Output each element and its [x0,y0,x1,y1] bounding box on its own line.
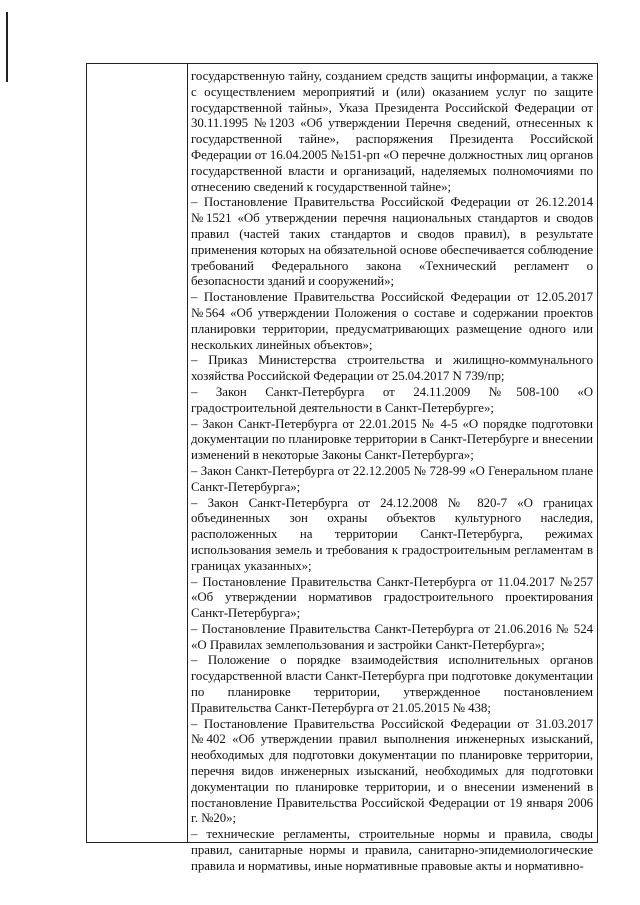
paragraph-law-4-5: – Закон Санкт-Петербурга от 22.01.2015 № 4-5 «О порядке подготовки документации по планировке территории в Санкт-Петербурге и внесении изменений в некоторые Законы Санкт-Петербурга»; [191,416,593,463]
document-table [86,63,598,873]
paragraph-decree-1521: – Постановление Правительства Российской Федерации от 26.12.2014 №1521 «Об утверждении перечня национальных стандартов и сводов правил (частей таких стандартов и сводов правил), в результате применения которых на обязательной основе обеспечивается соблюдение требований Федерального закона «Технический регламент о безопасности зданий и сооружений»; [191,195,593,289]
paragraph-law-820-7: – Закон Санкт-Петербурга от 24.12.2008 № 820-7 «О границах объединенных зон охраны объектов культурного наследия, расположенных на территории Санкт-Петербурга, режимах использования земель и требования к градостроительным регламентам в границах указанных»; [191,495,593,573]
paragraph-decree-564: – Постановление Правительства Российской Федерации от 12.05.2017 №564 «Об утверждении Положения о составе и содержании проектов планировки территории, предусматривающих размещение одного или нескольких линейных объектов»; [191,290,593,352]
paragraph-decree-402: – Постановление Правительства Российской Федерации от 31.03.2017 №402 «Об утверждении правил выполнения инженерных изысканий, необходимых для подготовки документации по планировке территории, перечня видов инженерных изысканий, необходимых для подготовки документации по планировке территории, и о внесении изменений в постановление Правительства Российской Федерации от 19 января 2006 г. №20»; [191,716,593,826]
paragraph-decree-524: – Постановление Правительства Санкт-Петербурга от 21.06.2016 № 524 «О Правилах землепользования и застройки Санкт-Петербурга»; [191,621,593,652]
paragraph-law-508-100: – Закон Санкт-Петербурга от 24.11.2009 №508-100 «О градостроительной деятельности в Санкт-Петербурге»; [191,384,593,415]
paragraph-law-728-99: – Закон Санкт-Петербурга от 22.12.2005 № 728-99 «О Генеральном плане Санкт-Петербурга»; [191,463,593,494]
paragraph-order-739: – Приказ Министерства строительства и жилищно-коммунального хозяйства Российской Федерации от 25.04.2017 N 739/пр; [191,353,593,384]
scan-margin-mark [6,12,8,82]
paragraph-decree-257: – Постановление Правительства Санкт-Петербурга от 11.04.2017 №257 «Об утверждении нормативов градостроительного проектирования Санкт-Петербурга»; [191,574,593,621]
paragraph-regulation-438: – Положение о порядке взаимодействия исполнительных органов государственной власти Санкт-Петербурга при подготовке документации по планировке территории, утвержденное постановлением Правительства Санкт-Петербурга от 21.05.2015 № 438; [191,653,593,715]
paragraph-state-secret-decrees: государственную тайну, созданием средств защиты информации, а также с осуществлением мероприятий и (или) оказанием услуг по защите государственной тайны», Указа Президента Российской Федерации от 30.11.1995 №1203 «Об утверждении Перечня сведений, отнесенных к государственной тайне», распоряжения Президента Российской Федерации от 16.04.2005 №151-рп «О перечне должностных лиц органов государственной власти и организаций, наделяемых полномочиями по отнесению сведений к государственной тайне»; [191,69,593,194]
paragraph-technical-regulations: – технические регламенты, строительные нормы и правила, своды правил, санитарные нормы и правила, санитарно-эпидемиологические правила и нормативы, иные нормативные правовые акты и нормативно- [191,827,593,873]
table-right-column [188,64,597,873]
table-left-column [87,64,188,842]
